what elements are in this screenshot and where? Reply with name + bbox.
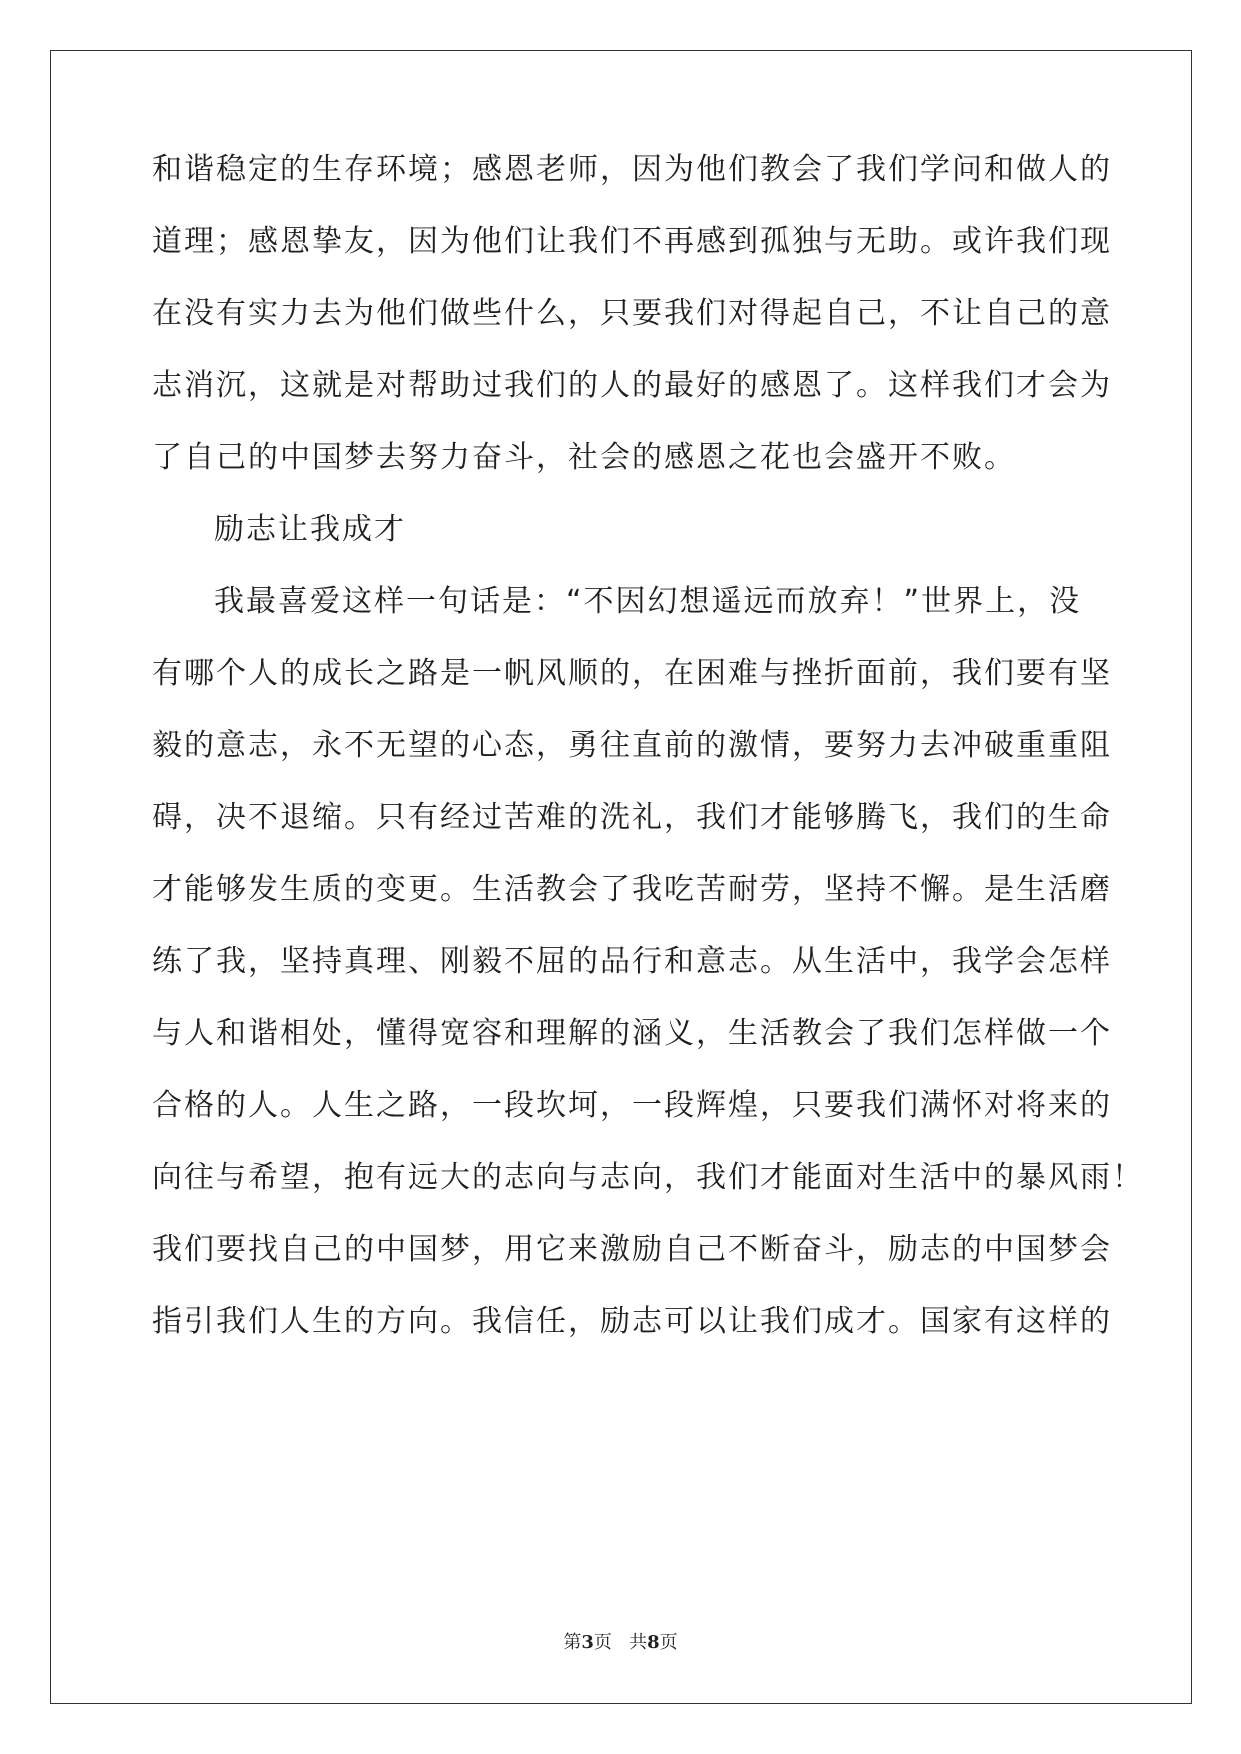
footer-total-prefix: 共 [629, 1632, 648, 1653]
paragraph-line: 有哪个人的成长之路是一帆风顺的，在困难与挫折面前，我们要有坚 [152, 656, 1112, 691]
paragraph-line: 道理；感恩挚友，因为他们让我们不再感到孤独与无助。或许我们现 [152, 224, 1112, 259]
paragraph-line: 毅的意志，永不无望的心态，勇往直前的激情，要努力去冲破重重阻 [152, 728, 1112, 763]
paragraph-line: 了自己的中国梦去努力奋斗，社会的感恩之花也会盛开不败。 [152, 440, 1016, 475]
paragraph-line: 练了我，坚持真理、刚毅不屈的品行和意志。从生活中，我学会怎样 [152, 944, 1112, 979]
paragraph-line: 向往与希望，抱有远大的志向与志向，我们才能面对生活中的暴风雨！ [152, 1160, 1144, 1195]
paragraph-line: 合格的人。人生之路，一段坎坷，一段辉煌，只要我们满怀对将来的 [152, 1088, 1112, 1123]
footer-page-number: 3 [581, 1632, 594, 1653]
paragraph-line: 志消沉，这就是对帮助过我们的人的最好的感恩了。这样我们才会为 [152, 368, 1112, 403]
footer-page-suffix: 页 [593, 1632, 612, 1653]
footer-total-suffix: 页 [659, 1632, 678, 1653]
paragraph-line: 指引我们人生的方向。我信任，励志可以让我们成才。国家有这样的 [152, 1304, 1112, 1339]
section-heading: 励志让我成才 [214, 512, 406, 547]
paragraph-line: 才能够发生质的变更。生活教会了我吃苦耐劳，坚持不懈。是生活磨 [152, 872, 1112, 907]
footer-page-prefix: 第 [563, 1632, 582, 1653]
paragraph-line: 我最喜爱这样一句话是：“不因幻想遥远而放弃！”世界上，没 [214, 584, 1082, 619]
paragraph-line: 我们要找自己的中国梦，用它来激励自己不断奋斗，励志的中国梦会 [152, 1232, 1112, 1267]
paragraph-line: 和谐稳定的生存环境；感恩老师，因为他们教会了我们学问和做人的 [152, 152, 1112, 187]
paragraph-line: 与人和谐相处，懂得宽容和理解的涵义，生活教会了我们怎样做一个 [152, 1016, 1112, 1051]
footer-total-number: 8 [647, 1632, 660, 1653]
page-footer [0, 1628, 1241, 1654]
paragraph-line: 在没有实力去为他们做些什么，只要我们对得起自己，不让自己的意 [152, 296, 1112, 331]
paragraph-line: 碍，决不退缩。只有经过苦难的洗礼，我们才能够腾飞，我们的生命 [152, 800, 1112, 835]
